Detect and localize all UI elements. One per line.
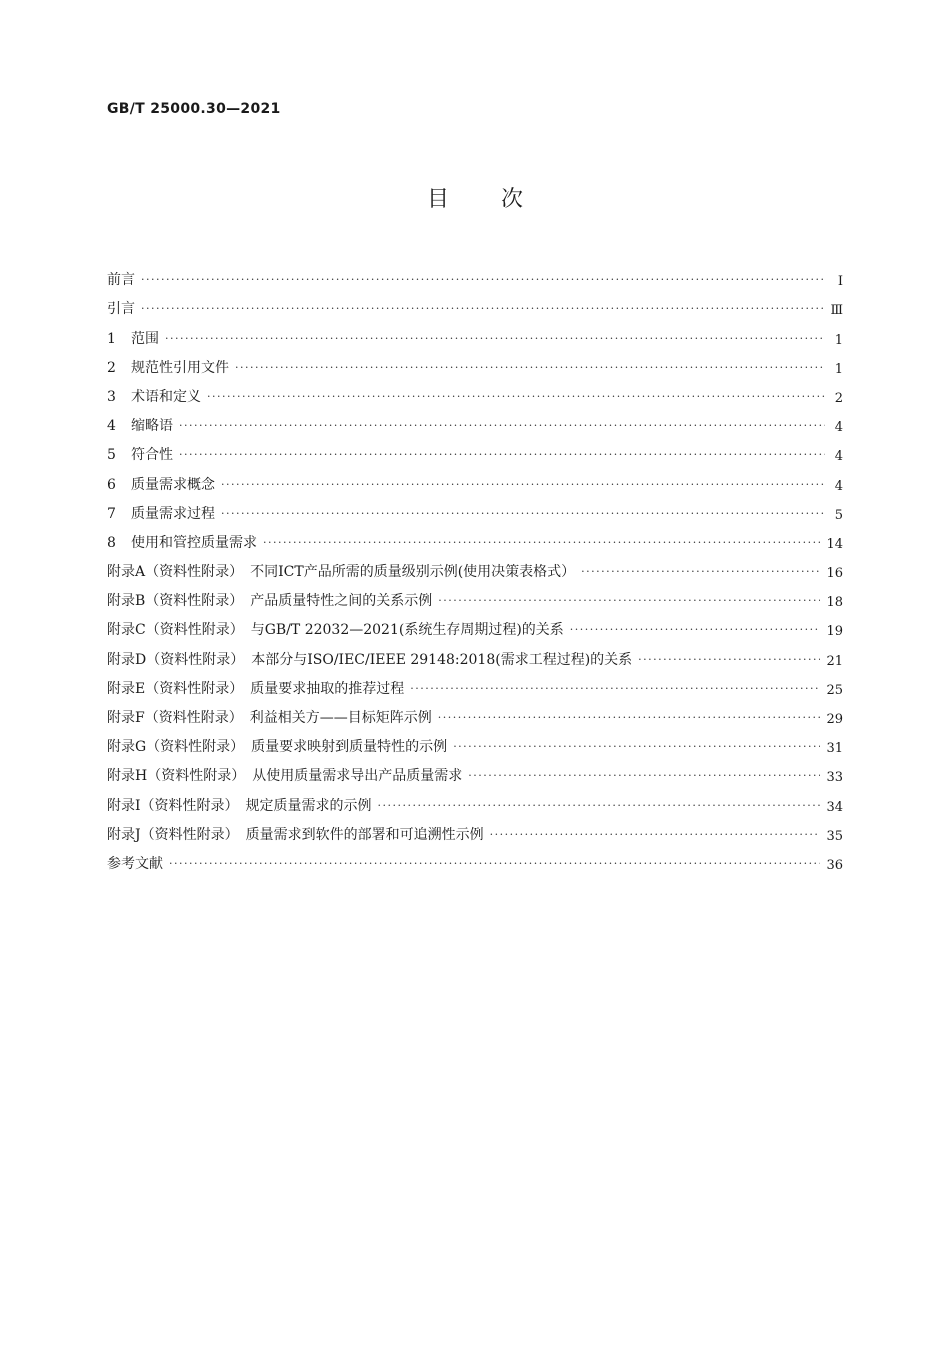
toc-entry-text: 附录C（资料性附录） 与GB/T 22032—2021(系统生存周期过程)的关系 — [107, 622, 564, 639]
toc-leader-dots — [438, 592, 820, 610]
toc-entry-text: 附录E（资料性附录） 质量要求抽取的推荐过程 — [107, 680, 405, 697]
toc-entry-page: 25 — [826, 682, 843, 698]
toc-entry-label — [107, 590, 432, 610]
toc-entry-text: 范围 — [131, 330, 159, 347]
toc-entry-label — [107, 649, 632, 669]
toc-entry[interactable] — [107, 406, 843, 435]
toc-entry-text: 附录B（资料性附录） 产品质量特性之间的关系示例 — [107, 593, 433, 610]
toc-entry-number: 4 — [107, 418, 116, 435]
toc-entry-page: 19 — [826, 624, 843, 640]
toc-entry-label — [107, 619, 564, 639]
toc-entry-number: 5 — [107, 447, 116, 464]
toc-entry-page: 4 — [834, 478, 843, 494]
toc-entry[interactable] — [107, 494, 843, 523]
toc-entry[interactable] — [107, 727, 843, 756]
toc-entry-page: Ⅲ — [830, 303, 843, 319]
toc-leader-dots — [468, 767, 820, 785]
toc-entry-text: 质量需求过程 — [131, 505, 215, 522]
toc-entry-text: 附录H（资料性附录） 从使用质量需求导出产品质量需求 — [107, 768, 463, 785]
toc-entry-label — [107, 444, 173, 464]
toc-entry[interactable] — [107, 698, 843, 727]
toc-entry-text: 前言 — [107, 272, 135, 289]
toc-entry-text: 规范性引用文件 — [131, 359, 229, 376]
toc-entry-number: 1 — [107, 330, 116, 347]
toc-entry-text: 缩略语 — [131, 418, 173, 435]
toc-leader-dots — [438, 709, 821, 727]
toc-entry-text: 附录I（资料性附录） 规定质量需求的示例 — [107, 797, 372, 814]
toc-entry-label — [107, 795, 372, 815]
toc-entry-label — [107, 357, 229, 377]
toc-entry-label — [107, 386, 201, 406]
page-title: 目次 — [426, 187, 575, 212]
toc-entry-label — [107, 328, 159, 348]
toc-entry-label — [107, 765, 462, 785]
toc-entry-label — [107, 532, 257, 552]
toc-leader-dots — [263, 534, 820, 552]
toc-entry-label — [107, 707, 432, 727]
toc-entry-page: 36 — [826, 857, 843, 873]
toc-entry[interactable] — [107, 785, 843, 814]
toc-entry-label — [107, 736, 447, 756]
toc-entry-label — [107, 824, 484, 844]
toc-entry-number: 7 — [107, 505, 116, 522]
toc-entry-label — [107, 678, 404, 698]
toc-entry-number: 3 — [107, 388, 116, 405]
toc-entry-text: 附录G（资料性附录） 质量要求映射到质量特性的示例 — [107, 739, 448, 756]
toc-entry-text: 质量需求概念 — [131, 476, 215, 493]
toc-entry[interactable] — [107, 756, 843, 785]
toc-entry-number: 6 — [107, 476, 116, 493]
toc-entry-label — [107, 503, 215, 523]
toc-entry[interactable] — [107, 815, 843, 844]
toc-leader-dots — [378, 797, 821, 815]
toc-entry-page: 2 — [834, 390, 843, 406]
toc-entry[interactable] — [107, 552, 843, 581]
toc-entry-page: 1 — [834, 361, 843, 377]
toc-leader-dots — [221, 476, 825, 494]
toc-entry[interactable] — [107, 610, 843, 639]
toc-entry[interactable] — [107, 318, 843, 347]
toc-entry-number: 2 — [107, 359, 116, 376]
table-of-contents — [107, 260, 843, 873]
toc-leader-dots — [207, 388, 825, 406]
toc-entry[interactable] — [107, 639, 843, 668]
toc-entry-page: 35 — [826, 828, 843, 844]
toc-entry-page: 34 — [826, 799, 843, 815]
toc-entry[interactable] — [107, 581, 843, 610]
toc-entry-text: 附录F（资料性附录） 利益相关方——目标矩阵示例 — [107, 710, 432, 726]
toc-entry-page: 5 — [834, 507, 843, 523]
toc-entry-page: 14 — [826, 536, 843, 552]
toc-entry-page: 29 — [826, 712, 843, 727]
toc-entry[interactable] — [107, 348, 843, 377]
standard-code: GB/T 25000.30—2021 — [107, 101, 281, 117]
toc-leader-dots — [179, 446, 825, 464]
toc-leader-dots — [235, 359, 825, 377]
toc-entry-page: 4 — [834, 449, 843, 465]
toc-entry-label — [107, 561, 575, 581]
toc-entry-text: 附录A（资料性附录） 不同ICT产品所需的质量级别示例(使用决策表格式） — [107, 564, 576, 581]
toc-entry-page: 1 — [834, 332, 843, 348]
toc-entry-page: 4 — [834, 420, 843, 436]
toc-leader-dots — [453, 738, 820, 756]
toc-entry-label — [107, 853, 163, 873]
toc-entry[interactable] — [107, 669, 843, 698]
toc-entry-number: 8 — [107, 534, 116, 551]
toc-leader-dots — [141, 300, 824, 318]
toc-entry-text: 符合性 — [131, 447, 173, 464]
toc-entry[interactable] — [107, 844, 843, 873]
toc-entry-page: 21 — [826, 653, 843, 669]
toc-entry-page: 33 — [826, 770, 843, 786]
toc-leader-dots — [490, 826, 821, 844]
toc-leader-dots — [165, 330, 825, 348]
toc-leader-dots — [141, 271, 825, 289]
toc-leader-dots — [570, 621, 821, 639]
toc-entry-label — [107, 269, 135, 289]
toc-entry[interactable] — [107, 435, 843, 464]
toc-entry-text: 使用和管控质量需求 — [131, 534, 257, 551]
toc-leader-dots — [638, 651, 820, 669]
toc-entry-page: 16 — [826, 566, 843, 582]
toc-entry-label — [107, 298, 135, 318]
toc-entry-page: 18 — [826, 595, 843, 611]
toc-leader-dots — [410, 680, 820, 698]
toc-entry-text: 参考文献 — [107, 855, 163, 872]
toc-entry-page: Ⅰ — [837, 274, 843, 290]
toc-entry-text: 术语和定义 — [131, 388, 201, 405]
toc-entry-label — [107, 415, 173, 435]
toc-entry-text: 附录J（资料性附录） 质量需求到软件的部署和可追溯性示例 — [107, 826, 484, 843]
toc-entry[interactable] — [107, 377, 843, 406]
toc-entry-text: 附录D（资料性附录） 本部分与ISO/IEC/IEEE 29148:2018(需求工程过程)的关系 — [107, 651, 633, 668]
toc-entry-page: 31 — [826, 741, 843, 757]
toc-entry[interactable] — [107, 289, 843, 318]
toc-leader-dots — [169, 855, 820, 873]
toc-leader-dots — [179, 417, 825, 435]
toc-entry[interactable] — [107, 464, 843, 493]
toc-entry-label — [107, 474, 215, 494]
toc-leader-dots — [221, 505, 825, 523]
toc-entry[interactable] — [107, 260, 843, 289]
toc-leader-dots — [581, 563, 820, 581]
toc-entry-text: 引言 — [107, 301, 135, 318]
toc-entry[interactable] — [107, 523, 843, 552]
